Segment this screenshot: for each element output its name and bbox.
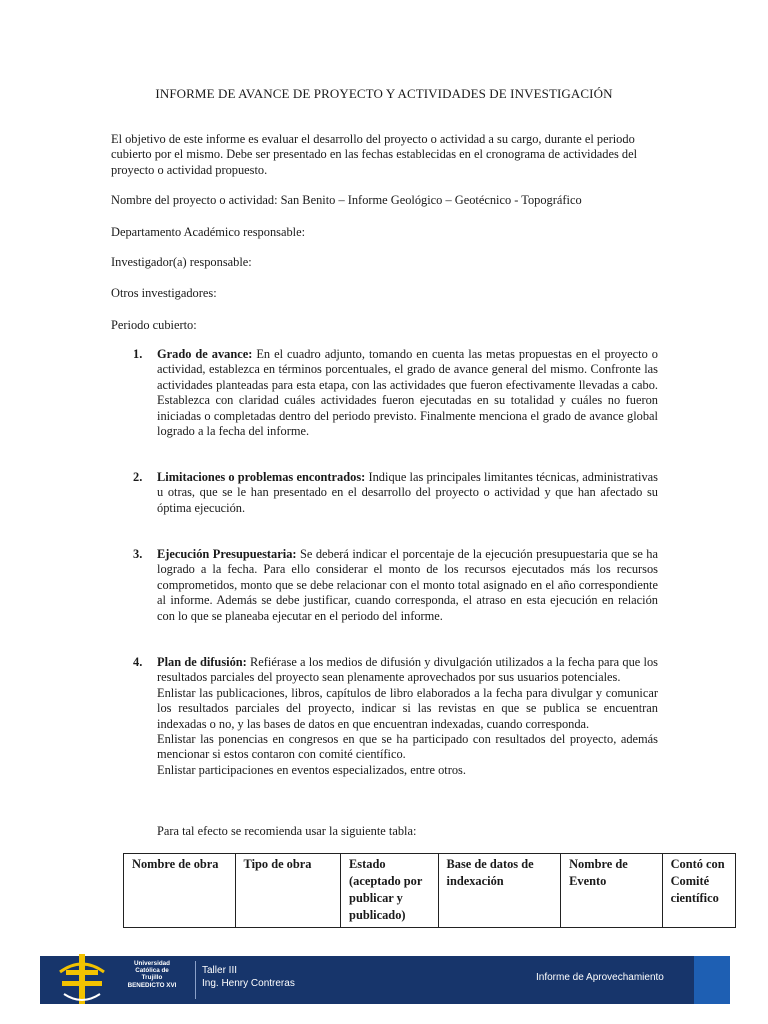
table-header-cell: Tipo de obra (235, 854, 341, 928)
list-item-text: Refiérase a los medios de difusión y divulgación utilizados a la fecha para que los resultados parciales del proyecto sean plenamente aprovechados por sus usuarios potenciales. (157, 655, 659, 685)
list-item-dissemination (133, 655, 658, 778)
footer-accent-block (694, 956, 730, 1004)
list-item-body (157, 547, 658, 624)
list-item-text: Indique las principales limitantes técnicas, administrativas u otras, que se le han presentado en el desarrollo del proyecto o actividad y que han afectado su óptima ejecución. (157, 470, 658, 515)
list-item-subparagraph: Enlistar participaciones en eventos especializados, entre otros. (157, 762, 466, 777)
intro-paragraph: El objetivo de este informe es evaluar el desarrollo del proyecto o actividad a su cargo, durante el periodo cubierto por el mismo. Debe ser presentado en las fechas establecidas en el cronograma de actividades del proyecto o actividad propuesto. (111, 132, 638, 177)
university-name (112, 960, 192, 989)
table-header-cell: Estado (aceptado por publicar y publicado) (341, 854, 438, 928)
list-item-heading: Plan de difusión: (157, 655, 247, 669)
page-title: INFORME DE AVANCE DE PROYECTO Y ACTIVIDADES DE INVESTIGACIÓN (155, 86, 613, 101)
footer-course: Taller III (202, 965, 238, 976)
list-item-heading: Limitaciones o problemas encontrados: (157, 470, 366, 484)
list-item-budget (133, 547, 658, 624)
list-item-subparagraph: Enlistar las ponencias en congresos en que se ha participado con resultados del proyecto, además mencionar si estos contaron con comité científico. (157, 732, 658, 762)
footer-instructor: Ing. Henry Contreras (202, 978, 295, 989)
university-name-line: BENEDICTO XVI (127, 981, 177, 989)
footer-band (40, 956, 730, 1004)
list-item-body (157, 470, 658, 516)
table-header-cell: Base de datos de indexación (438, 854, 561, 928)
footer-divider (195, 961, 196, 999)
list-item-number: 3. (133, 547, 143, 561)
list-item-text: Se deberá indicar el porcentaje de la ejecución presupuestaria que se ha logrado a la fecha. Para ello considerar el monto de los recursos ejecutados más los recursos comprometidos, monto que se debe relacionar con el monto total asignado en el año correspondiente al informe. Además se debe justificar, cuando corresponda, el atraso en esta ejecución en relación con lo que se planeaba ejecutar en el periodo del informe. (157, 547, 659, 623)
field-period: Periodo cubierto: (111, 318, 197, 332)
table-intro: Para tal efecto se recomienda usar la siguiente tabla: (157, 824, 417, 838)
field-lead-researcher: Investigador(a) responsable: (111, 255, 252, 269)
list-item-body (157, 347, 658, 439)
list-item-body (157, 655, 658, 778)
list-item-heading: Grado de avance: (157, 347, 253, 361)
list-item-progress (133, 347, 658, 439)
list-item-number: 4. (133, 655, 143, 669)
field-other-researchers: Otros investigadores: (111, 286, 217, 300)
university-name-line: Universidad (133, 960, 171, 967)
dissemination-table (123, 853, 736, 928)
university-name-line: Católica de (135, 967, 169, 975)
list-item-limitations (133, 470, 658, 516)
list-item-subparagraph: Enlistar las publicaciones, libros, capítulos de libro elaborados a la fecha para divulgar y comunicar los resultados parciales del proyecto, indicar si las revistas en que se publica se encuentran indexadas o no, y las bases de datos en que encuentran indexadas, cuando corresponda. (157, 685, 658, 731)
field-department: Departamento Académico responsable: (111, 225, 306, 239)
table-header-cell: Nombre de obra (124, 854, 236, 928)
footer-report-label: Informe de Aprovechamiento (536, 972, 664, 983)
list-item-number: 2. (133, 470, 143, 484)
university-name-line: Trujillo (141, 974, 163, 982)
table-header-cell: Contó con Comité científico (662, 854, 735, 928)
list-item-text: En el cuadro adjunto, tomando en cuenta las metas propuestas en el proyecto o actividad, establezca en términos porcentuales, el grado de avance general del mismo. Confronte las actividades planteadas para esta etapa, con las actividades que fueron efectivamente llevadas a cabo. Establezca con claridad cuáles actividades fueron ejecutadas en su totalidad y cuáles no fueron iniciadas o completadas dentro del periodo previsto. Finalmente menciona el grado de avance global logrado a la fecha del informe. (157, 347, 658, 439)
field-project-name: Nombre del proyecto o actividad: San Benito – Informe Geológico – Geotécnico - Topográfico (111, 193, 582, 207)
table-header-cell: Nombre de Evento (561, 854, 662, 928)
university-cross-logo (56, 950, 108, 1008)
list-item-heading: Ejecución Presupuestaria: (157, 547, 297, 561)
table-header-row (124, 854, 736, 928)
list-item-number: 1. (133, 347, 143, 361)
